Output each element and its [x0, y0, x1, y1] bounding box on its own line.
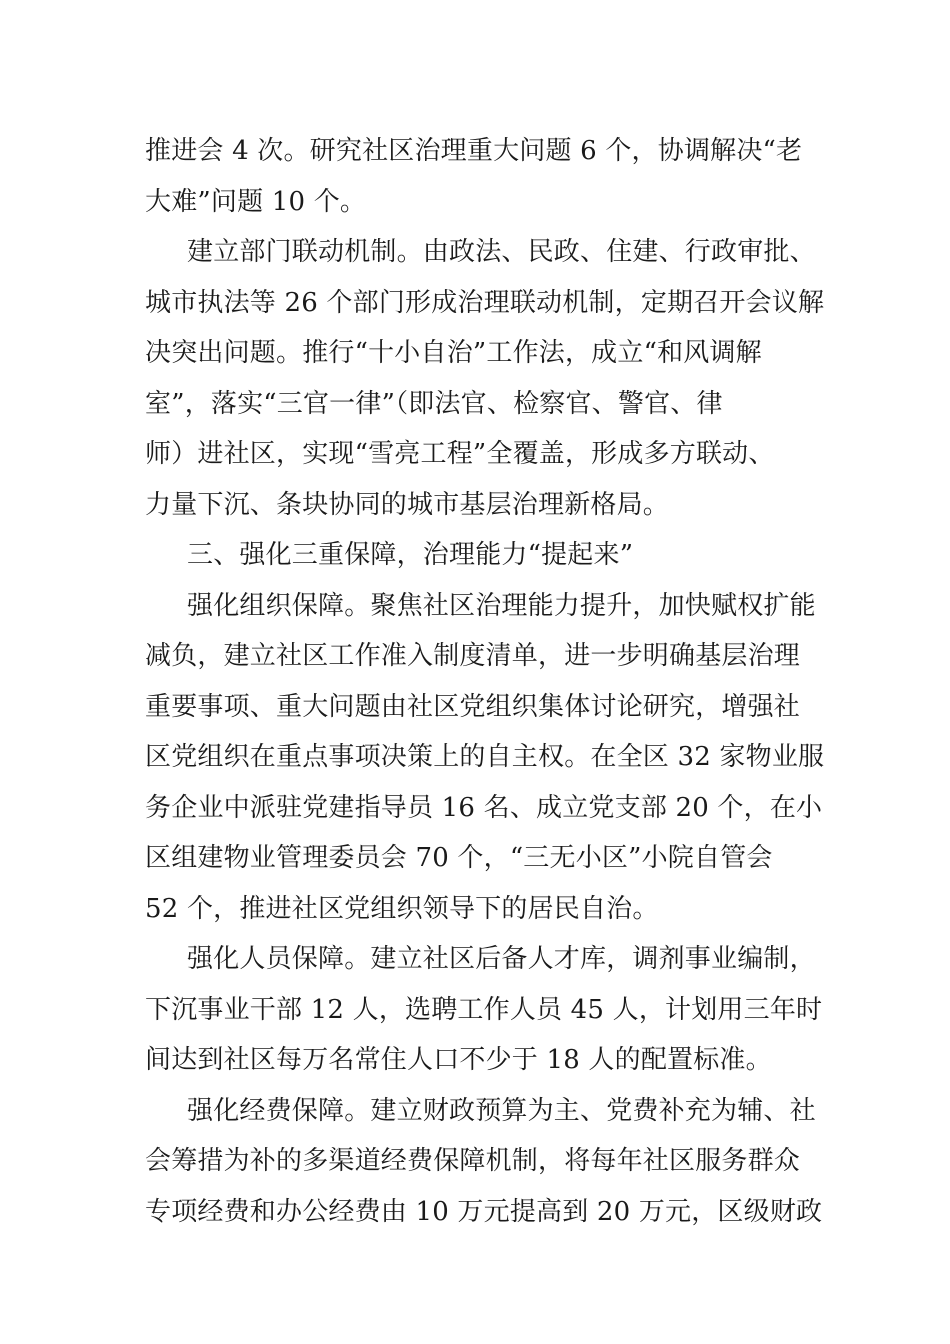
paragraph-start-line: 强化组织保障。聚焦社区治理能力提升，加快赋权扩能 [187, 590, 816, 621]
text-line: 力量下沉、条块协同的城市基层治理新格局。 [145, 489, 670, 520]
text-line: 减负，建立社区工作准入制度清单，进一步明确基层治理 [145, 641, 801, 671]
text-line: 室”，落实“三官一律”（即法官、检察官、警官、律 [145, 388, 723, 419]
text-line: 会筹措为补的多渠道经费保障机制，将每年社区服务群众 [145, 1146, 801, 1176]
document-body [145, 126, 825, 1237]
text-line: 城市执法等 26 个部门形成治理联动机制，定期召开会议解 [145, 287, 825, 318]
paragraph-start-line: 强化经费保障。建立财政预算为主、党费补充为辅、社 [187, 1095, 816, 1126]
text-line: 决突出问题。推行“十小自治”工作法，成立“和风调解 [145, 338, 762, 368]
text-line: 52 个，推进社区党组织领导下的居民自治。 [145, 893, 659, 924]
text-line: 专项经费和办公经费由 10 万元提高到 20 万元，区级财政 [145, 1196, 823, 1227]
text-line: 下沉事业干部 12 人，选聘工作人员 45 人，计划用三年时 [145, 994, 823, 1025]
paragraph-start-line: 强化人员保障。建立社区后备人才库，调剂事业编制， [187, 944, 816, 974]
text-line: 务企业中派驻党建指导员 16 名、成立党支部 20 个，在小 [145, 792, 823, 823]
text-line: 推进会 4 次。研究社区治理重大问题 6 个，协调解决“老 [145, 136, 803, 166]
text-line: 师）进社区，实现“雪亮工程”全覆盖，形成多方联动、 [145, 439, 775, 469]
text-line: 区党组织在重点事项决策上的自主权。在全区 32 家物业服 [145, 742, 825, 772]
text-line: 区组建物业管理委员会 70 个，“三无小区”小院自管会 [145, 843, 773, 873]
text-line: 大难”问题 10 个。 [145, 186, 367, 217]
paragraph-start-line: 建立部门联动机制。由政法、民政、住建、行政审批、 [187, 237, 816, 267]
text-line: 重要事项、重大问题由社区党组织集体讨论研究，增强社 [145, 691, 801, 722]
text-line: 间达到社区每万名常住人口不少于 18 人的配置标准。 [145, 1045, 772, 1075]
section-heading: 三、强化三重保障，治理能力“提起来” [187, 540, 634, 570]
